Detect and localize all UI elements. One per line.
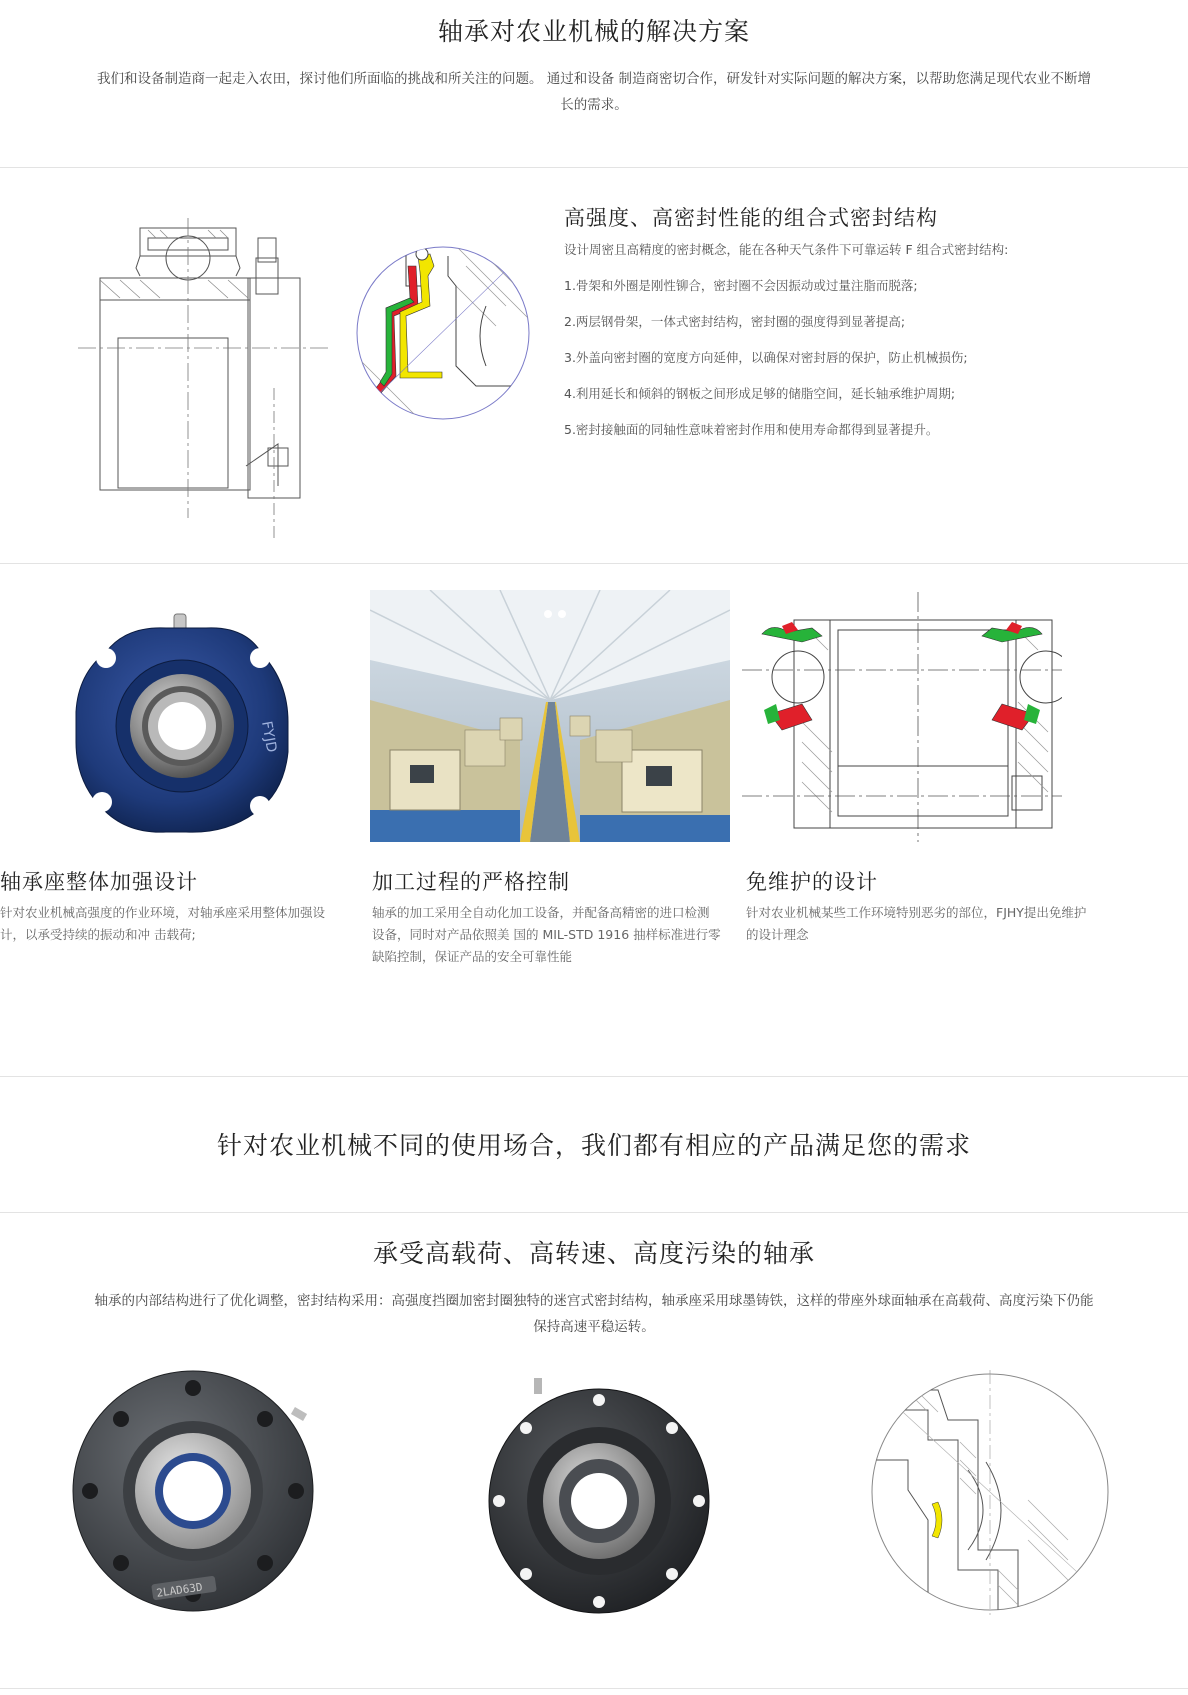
col-title-housing: 轴承座整体加强设计 xyxy=(0,870,198,894)
seal-feature-item: 1.骨架和外圈是刚性铆合，密封圈不会因振动或过量注脂而脱落; xyxy=(564,278,918,293)
col-text-process xyxy=(372,902,721,968)
heavy-load-intro xyxy=(0,1288,1188,1340)
col-text-line: 计，以承受持续的振动和冲 击载荷; xyxy=(0,927,196,942)
seal-feature-item: 5.密封接触面的同轴性意味着密封作用和使用寿命都得到显著提升。 xyxy=(564,422,939,437)
dark-flange-bearing-photo xyxy=(484,1376,714,1616)
page-title: 轴承对农业机械的解决方案 xyxy=(437,17,750,46)
col-text-housing xyxy=(0,902,325,946)
seal-structure-intro: 设计周密且高精度的密封概念，能在各种天气条件下可靠运转 F 组合式密封结构: xyxy=(564,242,1009,257)
maintenance-free-drawing xyxy=(742,592,1062,842)
divider xyxy=(0,1212,1188,1213)
divider xyxy=(0,1076,1188,1077)
col-text-line: 轴承的加工采用全自动化加工设备，并配备高精密的进口检测 xyxy=(372,905,710,920)
labyrinth-seal-drawing xyxy=(868,1370,1113,1615)
flange-bearing-photo xyxy=(66,612,296,837)
seal-detail-drawing xyxy=(356,246,531,421)
col-text-line: 设备，同时对产品依照美 国的 MIL-STD 1916 抽样标准进行零 xyxy=(372,927,721,942)
section-heading-heavy-load: 承受高载荷、高转速、高度污染的轴承 xyxy=(372,1239,815,1268)
product-marking: 2LAD63D xyxy=(155,1580,204,1600)
divider xyxy=(0,167,1188,168)
divider xyxy=(0,563,1188,564)
intro-line-1: 我们和设备制造商一起走入农田，探讨他们所面临的挑战和所关注的问题。 通过和设备 制造商密切合作，研发针对实际问题的解决方案，以帮助您满足现代农业不断增 xyxy=(96,71,1092,87)
factory-photo xyxy=(370,590,730,842)
round-flange-bearing-photo xyxy=(68,1366,318,1616)
divider xyxy=(0,1688,1188,1689)
seal-feature-item: 3.外盖向密封圈的宽度方向延伸，以确保对密封唇的保护，防止机械损伤; xyxy=(564,350,968,365)
intro-line-2: 保持高速平稳运转。 xyxy=(533,1319,655,1335)
col-text-maintenance xyxy=(746,902,1086,946)
col-text-line: 缺陷控制，保证产品的安全可靠性能 xyxy=(372,949,573,964)
col-text-line: 的设计理念 xyxy=(746,927,809,942)
housing-marking: FYJD xyxy=(258,719,280,754)
seal-feature-item: 2.两层钢骨架，一体式密封结构，密封圈的强度得到显著提高; xyxy=(564,314,906,329)
bearing-section-drawing xyxy=(78,218,328,538)
intro-line-2: 长的需求。 xyxy=(560,97,628,113)
col-title-process: 加工过程的严格控制 xyxy=(372,870,570,894)
intro-paragraph xyxy=(0,66,1188,118)
seal-structure-title: 高强度、高密封性能的组合式密封结构 xyxy=(564,206,938,230)
seal-feature-item: 4.利用延长和倾斜的钢板之间形成足够的储脂空间，延长轴承维护周期; xyxy=(564,386,956,401)
col-text-line: 针对农业机械某些工作环境特别恶劣的部位，FJHY提出免维护 xyxy=(746,905,1087,920)
intro-line-1: 轴承的内部结构进行了优化调整，密封结构采用：高强度挡圈加密封圈独特的迷宫式密封结构，轴承座采用球墨铸铁，这样的带座外球面轴承在高载荷、高度污染下仍能 xyxy=(94,1293,1094,1309)
col-text-line: 针对农业机械高强度的作业环境，对轴承座采用整体加强设 xyxy=(0,905,326,920)
col-title-maintenance: 免维护的设计 xyxy=(746,870,878,894)
section-heading-products: 针对农业机械不同的使用场合，我们都有相应的产品满足您的需求 xyxy=(216,1131,971,1160)
